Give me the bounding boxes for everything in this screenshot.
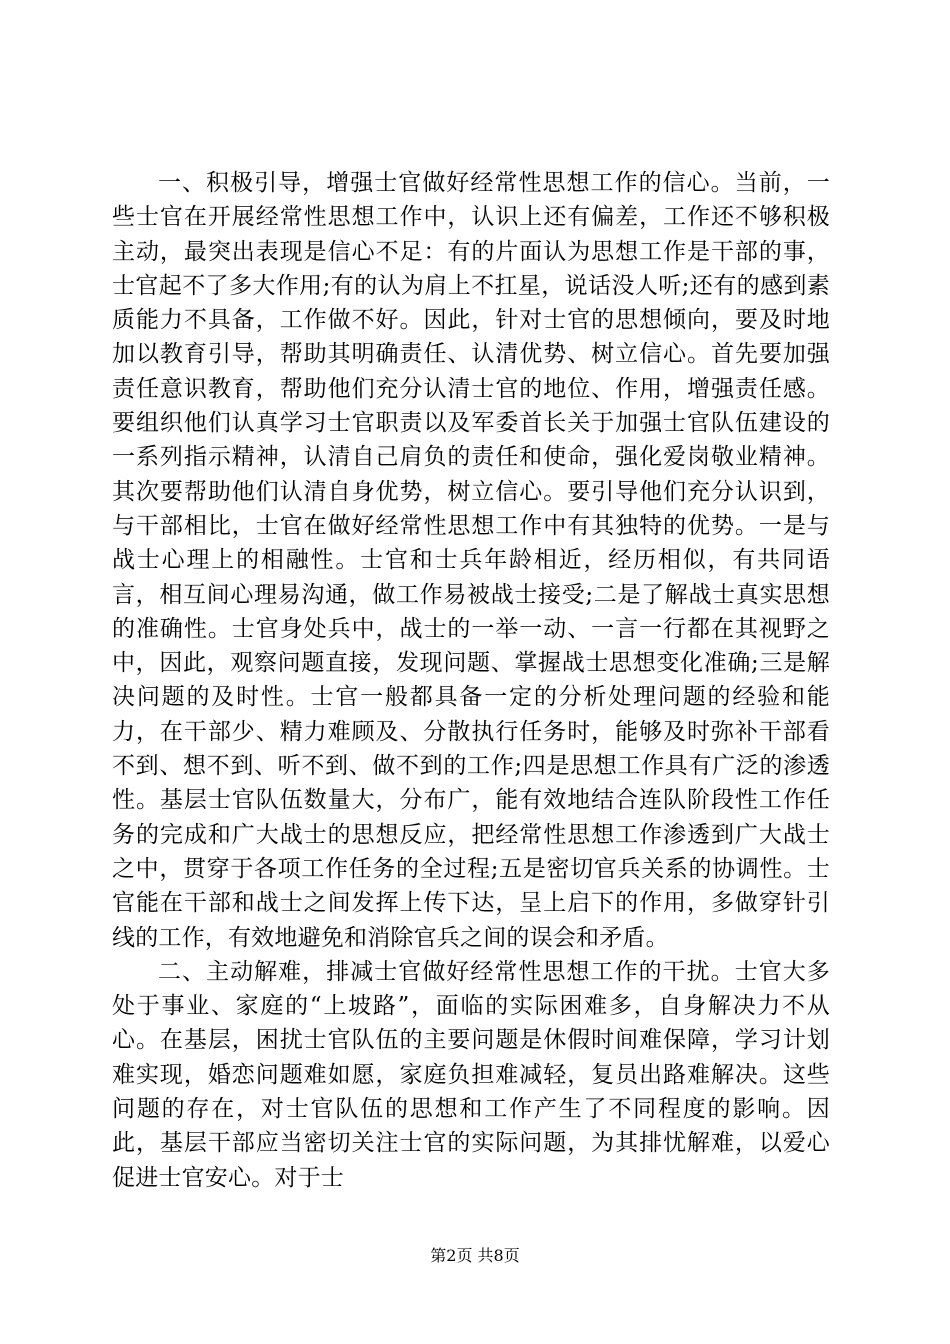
document-body xyxy=(112,166,830,1195)
paragraph-2: 二、主动解难，排减士官做好经常性思想工作的干扰。士官大多处于事业、家庭的“上坡路”，面临的实际困难多，自身解决力不从心。在基层，困扰士官队伍的主要问题是休假时间难保障，学习计划难实现，婚恋问题难如愿，家庭负担难减轻，复员出路难解决。这些问题的存在，对士官队伍的思想和工作产生了不同程度的影响。因此，基层干部应当密切关注士官的实际问题，为其排忧解难，以爱心促进士官安心。对于士 xyxy=(112,958,830,1191)
paragraph-1: 一、积极引导，增强士官做好经常性思想工作的信心。当前，一些士官在开展经常性思想工作中，认识上还有偏差，工作还不够积极主动，最突出表现是信心不足：有的片面认为思想工作是干部的事，士官起不了多大作用;有的认为肩上不扛星，说话没人听;还有的感到素质能力不具备，工作做不好。因此，针对士官的思想倾向，要及时地加以教育引导，帮助其明确责任、认清优势、树立信心。首先要加强责任意识教育，帮助他们充分认清士官的地位、作用，增强责任感。要组织他们认真学习士官职责以及军委首长关于加强士官队伍建设的一系列指示精神，认清自己肩负的责任和使命，强化爱岗敬业精神。其次要帮助他们认清自身优势，树立信心。要引导他们充分认识到，与干部相比，士官在做好经常性思想工作中有其独特的优势。一是与战士心理上的相融性。士官和士兵年龄相近，经历相似，有共同语言，相互间心理易沟通，做工作易被战士接受;二是了解战士真实思想的准确性。士官身处兵中，战士的一举一动、一言一行都在其视野之中，因此，观察问题直接，发现问题、掌握战士思想变化准确;三是解决问题的及时性。士官一般都具备一定的分析处理问题的经验和能力，在干部少、精力难顾及、分散执行任务时，能够及时弥补干部看不到、想不到、听不到、做不到的工作;四是思想工作具有广泛的渗透性。基层士官队伍数量大，分布广，能有效地结合连队阶段性工作任务的完成和广大战士的思想反应，把经常性思想工作渗透到广大战士之中，贯穿于各项工作任务的全过程;五是密切官兵关系的协调性。士官能在干部和战士之间发挥上传下达，呈上启下的作用，多做穿针引线的工作，有效地避免和消除官兵之间的误会和矛盾。 xyxy=(112,170,830,951)
page-footer: 第2页 共8页 xyxy=(430,1246,520,1265)
